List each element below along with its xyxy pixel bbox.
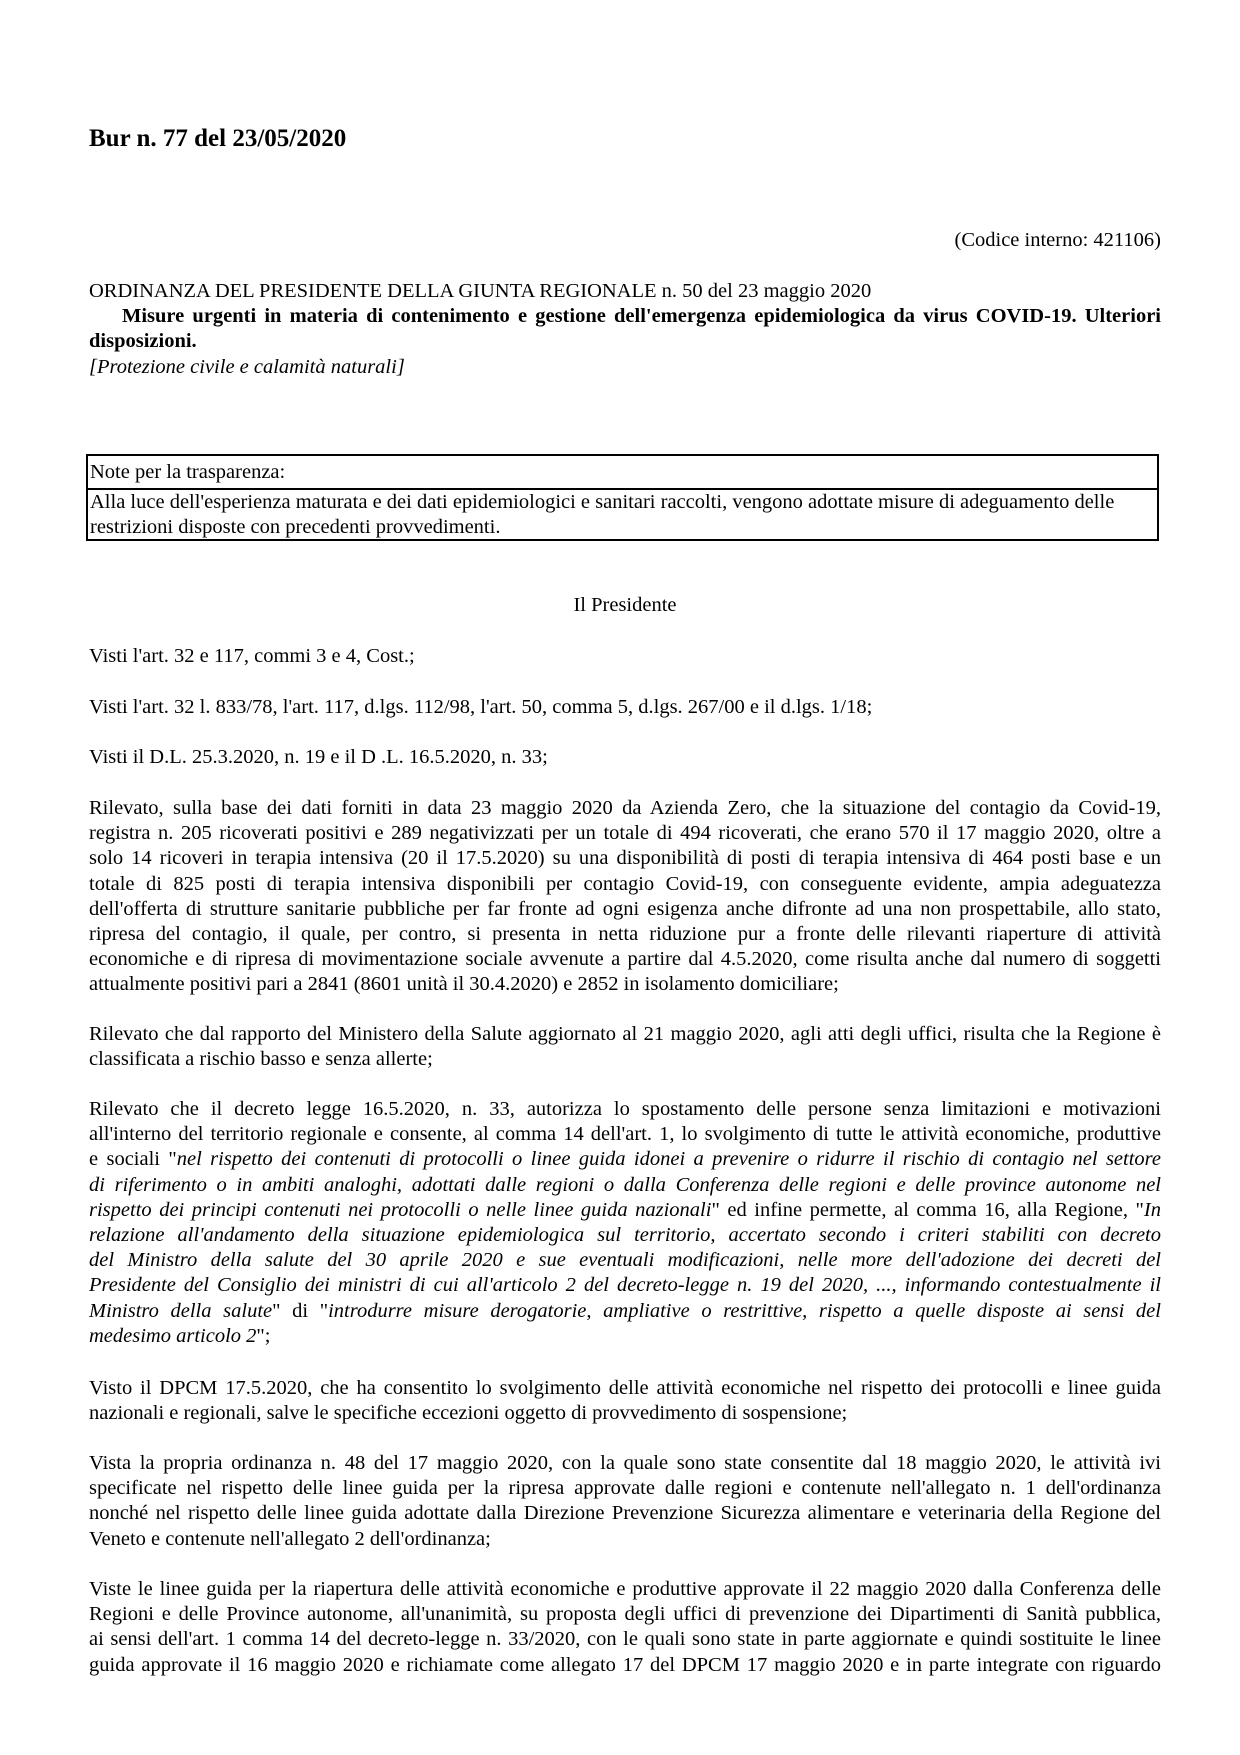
text-line: Regioni e delle Province autonome, all'unanimità, su proposta degli uffici di prevenzione dei Dipartimenti di Sanità pubblica, xyxy=(89,1603,1161,1626)
ordinance-heading: ORDINANZA DEL PRESIDENTE DELLA GIUNTA REGIONALE n. 50 del 23 maggio 2020 xyxy=(89,280,872,302)
recital-paragraph xyxy=(89,1451,1161,1552)
text-line: specificate nel rispetto delle linee guida per la ripresa approvate dalle regioni e contenute nell'allegato n. 1 dell'ordinanza xyxy=(89,1477,1161,1500)
issuer-heading: Il Presidente xyxy=(573,594,677,616)
text-line: nazionali e regionali, salve le specifiche eccezioni oggetto di provvedimento di sospensione; xyxy=(89,1402,848,1425)
text-line: economiche e di ripresa di movimentazione sociale avvenute a partire dal 4.5.2020, come risulta anche dal numero di soggetti xyxy=(89,948,1161,971)
quoted-text-segment: introdurre misure derogatorie, ampliative o restrittive, rispetto a quelle disposte ai sensi del xyxy=(328,1299,1161,1322)
text-line: nonché nel rispetto delle linee guida adottate dalla Direzione Prevenzione Sicurezza alimentare e veterinaria della Regione del xyxy=(89,1502,1161,1525)
text-line: classificata a rischio basso e senza allerte; xyxy=(89,1048,433,1071)
text-line: dell'offerta di strutture sanitarie pubbliche per far fronte ad ogni esigenza anche difronte ad una non prospettabile, allo stato, xyxy=(89,897,1161,920)
text-segment: " ed infine permette, al comma 16, alla Regione, " xyxy=(711,1198,1144,1221)
quoted-text-segment: relazione all'andamento della situazione epidemiologica sul territorio, accertato secondo i criteri stabiliti con decreto xyxy=(89,1223,1161,1246)
recital-paragraph xyxy=(89,1376,1161,1426)
recital-paragraph xyxy=(89,796,1161,998)
quoted-text-segment: di riferimento o in ambiti analoghi, adottati dalle regioni o dalla Conferenza delle regioni e delle province autonome nel xyxy=(89,1173,1161,1196)
transparency-note-heading: Note per la trasparenza: xyxy=(90,461,286,483)
text-line: attualmente positivi pari a 2841 (8601 unità il 30.4.2020) e 2852 in isolamento domiciliare; xyxy=(89,973,839,996)
text-line: solo 14 ricoveri in terapia intensiva (20 il 17.5.2020) su una disponibilità di posti di terapia intensiva di 464 posti base e un xyxy=(89,847,1161,870)
text-line: Veneto e contenute nell'allegato 2 dell'ordinanza; xyxy=(89,1527,491,1550)
text-segment: Rilevato che il decreto legge 16.5.2020, n. 33, autorizza lo spostamento delle persone senza limitazioni e motivazioni xyxy=(89,1098,1161,1120)
recital-paragraph xyxy=(89,1577,1161,1678)
quoted-text-segment: rispetto dei principi contenuti nei protocolli o nelle linee guida nazionali xyxy=(89,1198,712,1221)
text-segment: e sociali " xyxy=(89,1148,177,1171)
quoted-text-segment: medesimo articolo 2 xyxy=(89,1324,257,1347)
text-line: Rilevato che dal rapporto del Ministero della Salute aggiornato al 21 maggio 2020, agli atti degli uffici, risulta che la Regione è xyxy=(89,1023,1161,1045)
recital-paragraph xyxy=(89,1022,1161,1072)
ordinance-subject-line: disposizioni. xyxy=(89,330,197,353)
quoted-text-segment: Presidente del Consiglio dei ministri di cui all'articolo 2 del decreto-legge n. 19 del 2020, ..., informando contestualmente il xyxy=(89,1274,1161,1297)
transparency-note-text xyxy=(88,488,1157,539)
recital-visti: Visti il D.L. 25.3.2020, n. 19 e il D .L. 16.5.2020, n. 33; xyxy=(89,746,548,768)
text-line: registra n. 205 ricoverati positivi e 289 negativizzati per un totale di 494 ricoverati, che erano 570 il 17 maggio 2020, oltre a xyxy=(89,822,1161,845)
text-line: restrizioni disposte con precedenti provvedimenti. xyxy=(90,515,501,538)
text-line: Viste le linee guida per la riapertura delle attività economiche e produttive approvate il 22 maggio 2020 dalla Conferenza delle xyxy=(89,1578,1161,1600)
transparency-note-box xyxy=(86,454,1159,541)
bur-title: Bur n. 77 del 23/05/2020 xyxy=(89,125,347,152)
text-segment: " di " xyxy=(272,1299,329,1322)
text-segment: all'interno del territorio regionale e consente, al comma 14 dell'art. 1, lo svolgimento di tutte le attività economiche, produttive xyxy=(89,1123,1161,1146)
text-line: Vista la propria ordinanza n. 48 del 17 maggio 2020, con la quale sono state consentite dal 18 maggio 2020, le attività ivi xyxy=(89,1452,1161,1474)
text-line xyxy=(89,1122,1161,1147)
text-line xyxy=(89,1273,1161,1298)
text-line: totale di 825 posti di terapia intensiva disponibili per contagio Covid-19, con conseguente evidente, ampia adeguatezza xyxy=(89,872,1161,895)
recital-paragraph xyxy=(89,1097,1161,1349)
text-line: Rilevato, sulla base dei dati forniti in data 23 maggio 2020 da Azienda Zero, che la situazione del contagio da Covid-19, xyxy=(89,797,1161,819)
text-line xyxy=(89,1223,1161,1248)
category-label: [Protezione civile e calamità naturali] xyxy=(89,355,405,378)
text-line xyxy=(89,1097,1161,1122)
text-line: ripresa del contagio, il quale, per contro, si presenta in netta riduzione pur a fronte delle rilevanti riaperture di attività xyxy=(89,922,1161,945)
text-line xyxy=(89,1248,1161,1273)
text-line: Alla luce dell'esperienza maturata e dei dati epidemiologici e sanitari raccolti, vengono adottate misure di adeguamento delle xyxy=(90,491,1115,513)
text-line xyxy=(89,1173,1161,1198)
text-line xyxy=(89,1147,1161,1172)
quoted-text-segment: Ministro della salute xyxy=(89,1299,273,1322)
quoted-text-segment: In xyxy=(1143,1198,1161,1221)
ordinance-header xyxy=(89,279,1161,380)
ordinance-subject-line: Misure urgenti in materia di contenimento e gestione dell'emergenza epidemiologica da virus COVID-19. Ulteriori xyxy=(122,305,1161,328)
text-line xyxy=(89,1198,1161,1223)
quoted-text-segment: del Ministro della salute del 30 aprile 2020 e sue eventuali modificazioni, nelle more dell'adozione dei decreti del xyxy=(89,1249,1161,1272)
text-line: Visto il DPCM 17.5.2020, che ha consentito lo svolgimento delle attività economiche nel rispetto dei protocolli e linee guida xyxy=(89,1377,1161,1399)
recital-visti: Visti l'art. 32 l. 833/78, l'art. 117, d.lgs. 112/98, l'art. 50, comma 5, d.lgs. 267/00 e il d.lgs. 1/18; xyxy=(89,696,873,718)
text-line xyxy=(89,1299,1161,1324)
text-line: guida approvate il 16 maggio 2020 e richiamate come allegato 17 del DPCM 17 maggio 2020 e in parte integrate con riguardo xyxy=(89,1653,1161,1676)
recital-visti: Visti l'art. 32 e 117, commi 3 e 4, Cost.; xyxy=(89,645,415,667)
text-segment: "; xyxy=(256,1324,271,1347)
internal-code: (Codice interno: 421106) xyxy=(954,229,1161,251)
quoted-text-segment: nel rispetto dei contenuti di protocolli o linee guida idonei a prevenire o ridurre il rischio di contagio nel settore xyxy=(176,1148,1161,1171)
text-line xyxy=(89,1324,1161,1349)
text-line: ai sensi dell'art. 1 comma 14 del decreto-legge n. 33/2020, con le quali sono state in parte aggiornate e quindi sostituite le linee xyxy=(89,1628,1161,1651)
